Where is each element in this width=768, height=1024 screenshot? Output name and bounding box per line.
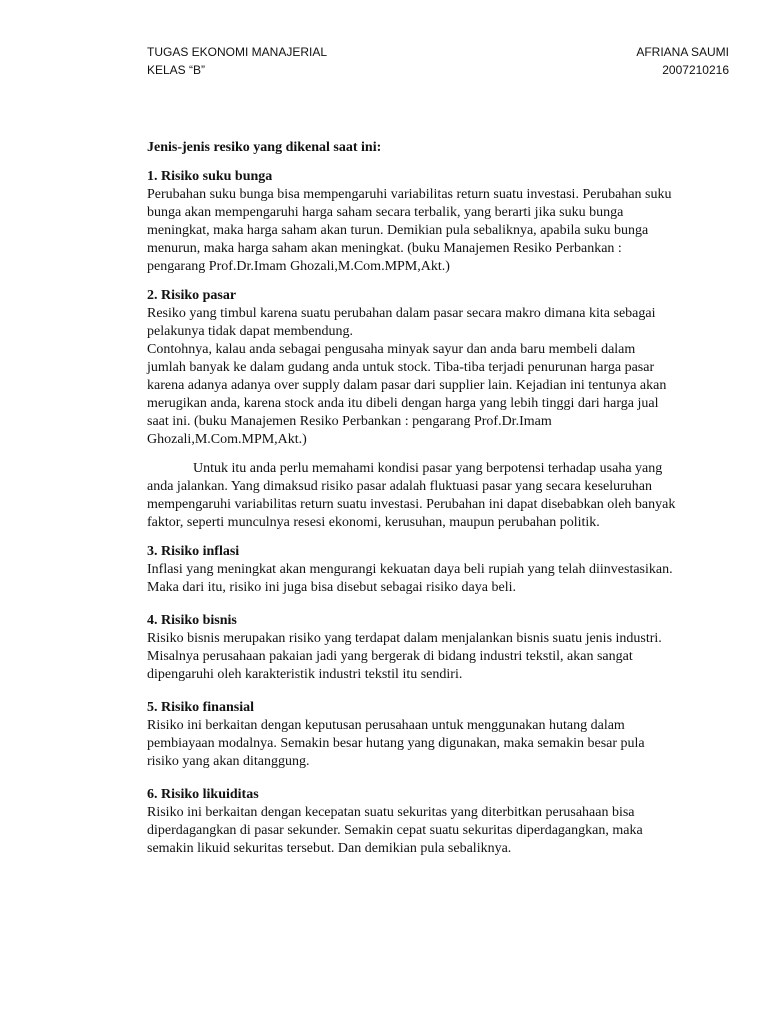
page-header [147, 43, 729, 79]
section-title: 3. Risiko inflasi [147, 544, 240, 559]
section-title: 2. Risiko pasar [147, 288, 237, 303]
section-risiko-pasar [147, 287, 677, 449]
header-row-1 [147, 43, 729, 61]
header-row-2 [147, 61, 729, 79]
section-paragraph: Risiko ini berkaitan dengan kecepatan suatu sekuritas yang diterbitkan perusahaan bisa diperdagangkan di pasar sekunder. Semakin cepat suatu sekuritas diperdagangkan, maka semakin likuid sekuritas tersebut. Dan demikian pula sebaliknya. [147, 805, 643, 856]
student-id: 2007210216 [662, 63, 729, 77]
document-body [147, 139, 677, 869]
section-risiko-likuiditas [147, 786, 677, 858]
student-name: AFRIANA SAUMI [636, 45, 729, 59]
section-risiko-inflasi [147, 543, 677, 597]
section-risiko-finansial [147, 699, 677, 771]
document-heading: Jenis-jenis resiko yang dikenal saat ini: [147, 140, 382, 155]
indented-paragraph: Untuk itu anda perlu memahami kondisi pasar yang berpotensi terhadap usaha yang anda jalankan. Yang dimaksud risiko pasar adalah fluktuasi pasar yang secara keseluruhan mempengaruhi variabilitas return suatu investasi. Perubahan ini dapat disebabkan oleh banyak faktor, seperti munculnya resesi ekonomi, kerusuhan, maupun perubahan politik. [147, 461, 676, 530]
section-paragraph: Risiko ini berkaitan dengan keputusan perusahaan untuk menggunakan hutang dalam pembiayaan modalnya. Semakin besar hutang yang digunakan, maka semakin besar pula risiko yang akan ditanggung. [147, 718, 645, 769]
section-paragraph: Perubahan suku bunga bisa mempengaruhi variabilitas return suatu investasi. Perubahan suku bunga akan mempengaruhi harga saham secara terbalik, yang berarti jika suku bunga meningkat, maka harga saham akan turun. Demikian pula sebaliknya, apabila suku bunga menurun, maka harga saham akan meningkat. (buku Manajemen Resiko Perbankan : pengarang Prof.Dr.Imam Ghozali,M.Com.MPM,Akt.) [147, 187, 672, 274]
section-paragraph: Contohnya, kalau anda sebagai pengusaha minyak sayur dan anda baru membeli dalam jumlah banyak ke dalam gudang anda untuk stock. Tiba-tiba terjadi penurunan harga pasar karena adanya adanya over supply dalam pasar dari supplier lain. Kejadian ini tentunya akan merugikan anda, karena stock anda itu dibeli dengan harga yang lebih tinggi dari harga jual saat ini. (buku Manajemen Resiko Perbankan : pengarang Prof.Dr.Imam Ghozali,M.Com.MPM,Akt.) [147, 342, 667, 447]
section-risiko-bisnis [147, 612, 677, 684]
section-title: 1. Risiko suku bunga [147, 169, 273, 184]
section-title: 5. Risiko finansial [147, 700, 254, 715]
section-paragraph: Resiko yang timbul karena suatu perubahan dalam pasar secara makro dimana kita sebagai pelakunya tidak dapat membendung. [147, 306, 656, 339]
section-title: 6. Risiko likuiditas [147, 787, 259, 802]
section-paragraph: Risiko bisnis merupakan risiko yang terdapat dalam menjalankan bisnis suatu jenis industri. Misalnya perusahaan pakaian jadi yang bergerak di bidang industri tekstil, akan sangat dipengaruhi oleh karakteristik industri tekstil itu sendiri. [147, 631, 662, 682]
section-title: 4. Risiko bisnis [147, 613, 237, 628]
section-risiko-suku-bunga [147, 168, 677, 276]
section-paragraph: Inflasi yang meningkat akan mengurangi kekuatan daya beli rupiah yang telah diinvestasikan. Maka dari itu, risiko ini juga bisa disebut sebagai risiko daya beli. [147, 562, 673, 595]
course-title: TUGAS EKONOMI MANAJERIAL [147, 45, 328, 59]
class-label: KELAS “B” [147, 63, 206, 77]
